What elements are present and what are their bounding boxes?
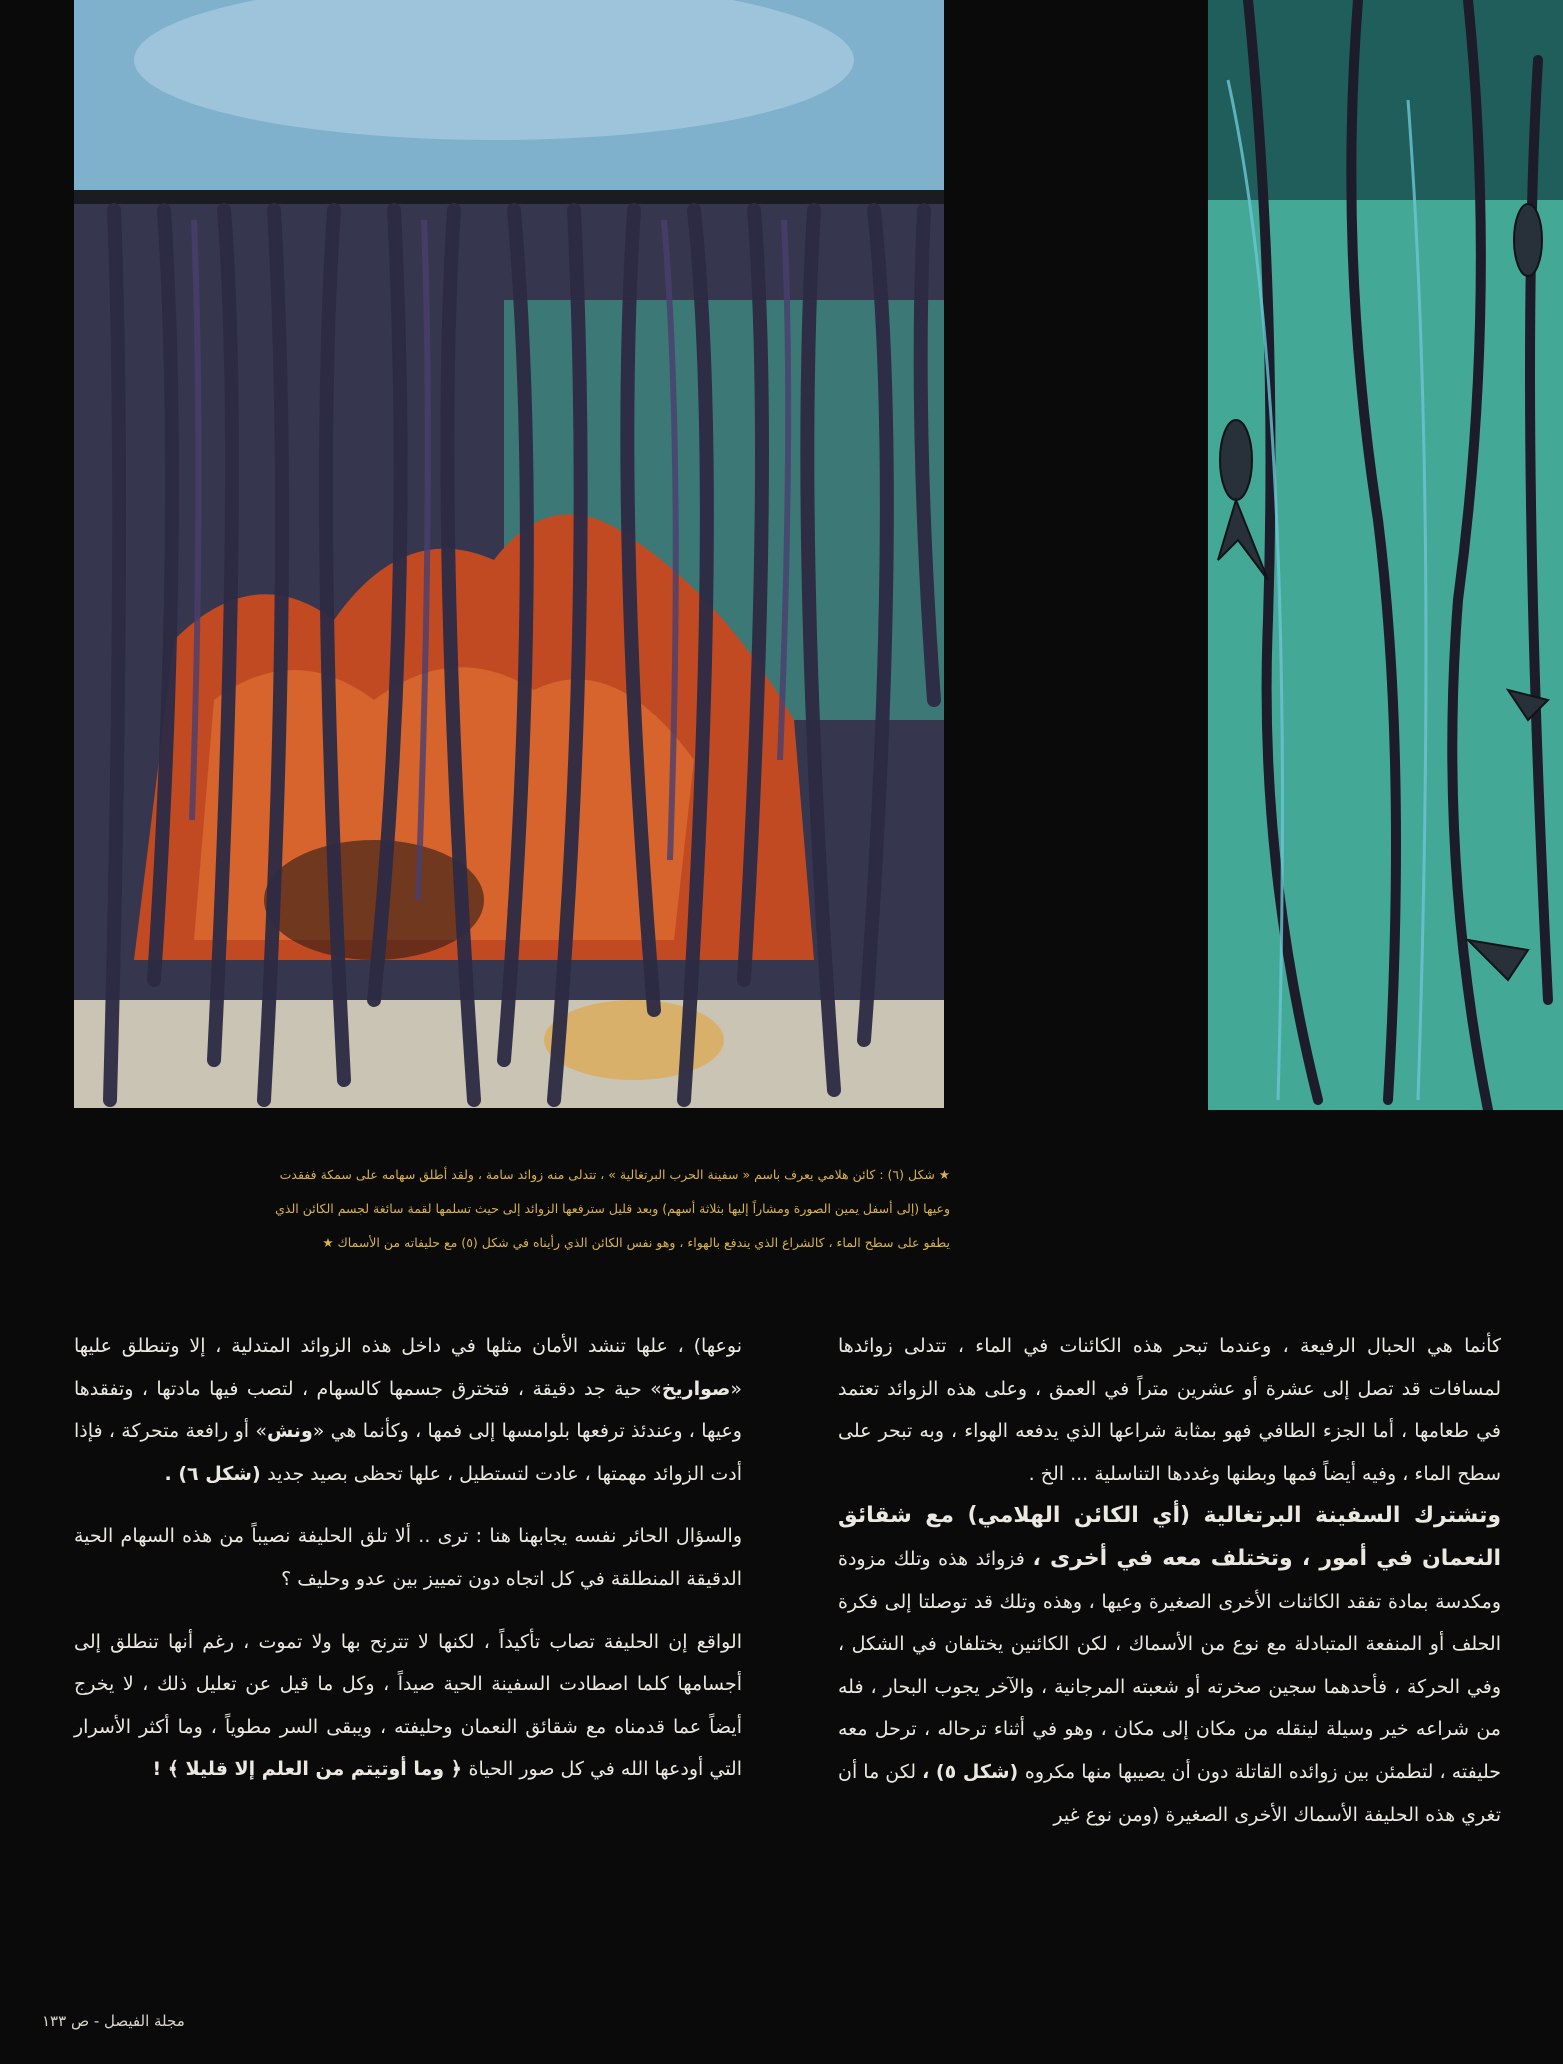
paragraph [74,1621,742,1791]
emphasis-rockets: صواريخ [661,1377,731,1400]
text-column-left [74,1325,742,1791]
man-of-war-photo [74,0,944,1108]
body-text: لكن ما أن تغري هذه الحليفة الأسماك الأخرى الصغيرة (ومن نوع غير [838,1760,1501,1826]
caption-line-3: يطفو على سطح الماء ، كالشراع الذي يندفع بالهواء ، وهو نفس الكائن الذي رأيناه في شكل (٥) مع حليفاته من الأسماك ★ [322,1235,950,1250]
paragraph [74,1325,742,1495]
caption-line-1: ★ شكل (٦) : كائن هلامي يعرف باسم « سفينة الحرب البرتغالية » ، تتدلى منه زوائد سامة ، ولقد أطلق سهامه على سمكة ففقدت [279,1167,950,1182]
figure-reference: (شكل ٦) . [164,1462,268,1485]
text-column-right [838,1325,1501,1836]
body-text: » أو رافعة متحركة ، فإذا أدت الزوائد مهمتها ، عادت لتستطيل ، علها تحظى بصيد جديد [74,1420,742,1485]
fish-tentacles-photo [1208,0,1563,1110]
emphasis-winch: ونش [266,1420,313,1443]
body-text: فزوائد هذه وتلك مزودة ومكدسة بمادة تفقد الكائنات الأخرى الصغيرة وعيها ، وهذه وتلك قد توصلتا إلى فكرة الحلف أو المنفعة المتبادلة مع نوع من الأسماك ، لكن الكائنين يختلفان في الشكل ، وفي الحركة ، فأحدهما سجين صخرته أو شعبته المرجانية ، والآخر يجوب البحار ، فله من شراعه خير وسيلة لينقله من مكان إلى مكان ، وهو في أثناء ترحاله ، ترحل معه حليفته ، لتطمئن بين زوائده القاتلة دون أن يصيبها منها مكروه [838,1547,1501,1783]
body-text: نوعها) ، علها تنشد الأمان مثلها في داخل هذه الزوائد المتدلية ، إلا وتنطلق عليها « [74,1335,742,1400]
figure-reference: (شكل ٥) ، [922,1760,1025,1783]
quran-quote: ﴿ وما أوتيتم من العلم إلا قليلا ﴾ ! [152,1758,469,1781]
figure-caption [90,1158,950,1260]
paragraph: والسؤال الحائر نفسه يجابهنا هنا : ترى .. ألا تلق الحليفة نصيباً من هذه السهام الحية الدقيقة المنطلقة في كل اتجاه دون تمييز بين عدو وحليف ؟ [74,1525,742,1590]
page-folio: مجلة الفيصل - ص ١٣٣ [42,2012,185,2030]
body-text: الواقع إن الحليفة تصاب تأكيداً ، لكنها لا تترنح بها ولا تموت ، رغم أنها تنطلق إلى أجسامها كلما اصطادت السفينة الحية صيداً ، وكل ما قيل عن تعليل ذلك ، لا يخرج أيضاً عما قدمناه مع شقائق النعمان وحليفته ، ويبقى السر مطوياً ، وما أكثر الأسرار التي أودعها الله في كل صور الحياة [74,1630,742,1781]
paragraph [838,1495,1501,1836]
caption-line-2: وعيها (إلى أسفل يمين الصورة ومشاراً إليها بثلاثة أسهم) وبعد قليل سترفعها الزوائد إلى حيث تسلمها لقمة سائغة لجسم الكائن الذي [275,1201,950,1216]
paragraph: كأنما هي الحبال الرفيعة ، وعندما تبحر هذه الكائنات في الماء ، تتدلى زوائدها لمسافات قد تصل إلى عشرة أو عشرين متراً في العمق ، وعلى هذه الزوائد تعتمد في طعامها ، أما الجزء الطافي فهو بمثابة شراعها الذي يدفعه الهواء ، وبه تبحر على سطح الماء ، وفيه أيضاً فمها وبطنها وغددها التناسلية ... الخ . [838,1335,1501,1485]
section-heading: وتشترك السفينة البرتغالية (أي الكائن الهلامي) مع شقائق النعمان في أمور ، وتختلف معه في أخرى ، [838,1503,1501,1571]
body-text: » حية جد دقيقة ، فتخترق جسمها كالسهام ، لتصب فيها مادتها ، وتفقدها وعيها ، وعندئذ ترفعها بلوامسها إلى فمها ، وكأنما هي « [74,1377,742,1443]
